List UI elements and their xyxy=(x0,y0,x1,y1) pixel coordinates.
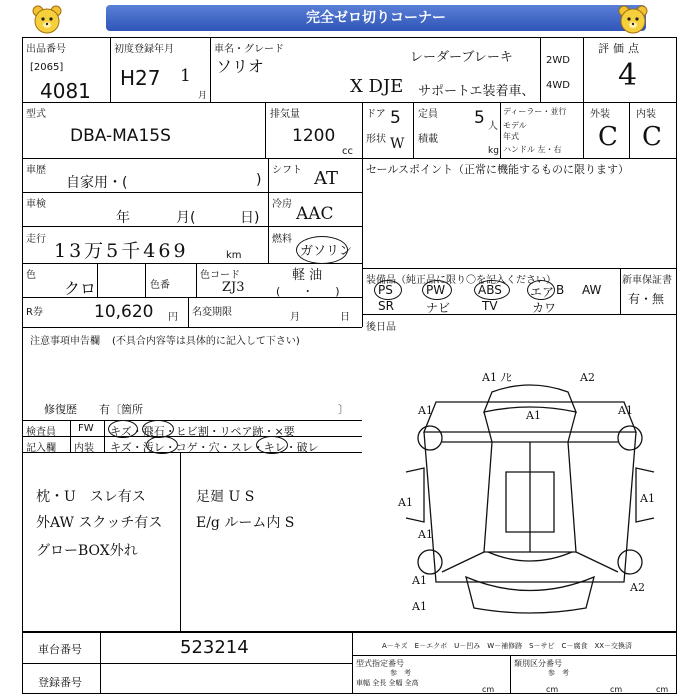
dealer-l1: ディーラー・並行 xyxy=(503,107,567,116)
displacement-label: 排気量 xyxy=(270,109,300,120)
shape-value: W xyxy=(390,136,405,152)
diagram-label-5: A1 xyxy=(618,404,633,417)
fuel-diesel: 軽 油 xyxy=(292,268,323,283)
inspector-fw: FW xyxy=(78,423,94,434)
transfer-day: 日 xyxy=(340,312,350,323)
load-label: 積載 xyxy=(418,134,438,145)
diagram-label-1: A1 ﾉﾋ xyxy=(482,372,512,384)
ac-label: 冷房 xyxy=(272,199,292,210)
lot-sub: [2065] xyxy=(30,62,64,73)
color-code-label: 色番 xyxy=(150,280,170,291)
equip-navi: ナビ xyxy=(426,301,451,315)
fuel-gasoline: ガソリン xyxy=(300,244,353,259)
int-sure-circle-icon xyxy=(256,436,288,454)
transfer-month: 月 xyxy=(290,312,300,323)
doors-label: ドア xyxy=(366,109,386,120)
first-reg-month: 1 xyxy=(180,66,191,86)
history-value: 自家用・( xyxy=(66,175,128,191)
diagram-label-2: A2 xyxy=(580,372,595,384)
rear-seat-label: 後日品 xyxy=(366,322,396,333)
header-bar xyxy=(106,5,646,31)
equip-b: B xyxy=(556,283,565,297)
car-label: 車名・グレード xyxy=(214,44,284,55)
warranty-label: 新車保証書 xyxy=(622,275,672,286)
color-label: 色 xyxy=(26,270,36,281)
drive-4wd: 4WD xyxy=(546,80,570,91)
ext-grade: C xyxy=(598,122,618,152)
inspector-label-1: 検査員 xyxy=(26,427,56,438)
lot-label: 出品番号 xyxy=(26,44,66,55)
equip-ps: PS xyxy=(378,283,393,297)
first-reg-month-unit: 月 xyxy=(198,91,208,101)
diagram-label-10: A2 xyxy=(630,581,645,594)
inspection-day: 日) xyxy=(240,210,260,226)
equip-sr: SR xyxy=(378,299,394,313)
car-grade: X DJE xyxy=(350,76,404,97)
remark-1: 枕・U スレ有ス xyxy=(36,489,146,505)
color-code2: ZJ3 xyxy=(222,280,245,295)
equipment-label: 装備品（純正品に限り〇を記入ください） xyxy=(366,275,556,286)
car-note-b: サポートエ装着車、 xyxy=(418,84,535,99)
bear-mascot-right-icon xyxy=(616,3,650,37)
shape-label: 形状 xyxy=(366,134,386,145)
header-title: 完全ゼロ切りコーナー xyxy=(306,10,446,26)
car-name: ソリオ xyxy=(216,57,264,76)
diagram-label-3: A1 xyxy=(418,404,433,417)
bear-mascot-left-icon xyxy=(30,3,64,37)
inspector-label-2: 記入欄 xyxy=(26,443,56,454)
bottom-ref-1: 参 考 xyxy=(390,669,411,677)
diagram-label-4: A1 xyxy=(526,409,541,422)
equip-aw: AW xyxy=(582,283,602,297)
equip-aircon: エア xyxy=(530,285,555,299)
capacity-label: 定員 xyxy=(418,109,438,120)
chassis-label: 車台番号 xyxy=(38,643,82,656)
int-grade: C xyxy=(642,122,662,152)
inspector-int-items: キズ・汚レ・コゲ・穴・スレ・キレ・破レ xyxy=(110,441,319,454)
score-value: 4 xyxy=(618,58,638,93)
displacement-unit: cc xyxy=(342,146,353,157)
model-value: DBA-MA15S xyxy=(70,126,171,146)
car-note-a: レーダーブレーキ xyxy=(410,50,513,65)
remark-3: グローBOX外れ xyxy=(36,543,138,559)
first-reg-year: H27 xyxy=(120,66,161,90)
bottom-type-label: 型式指定番号 xyxy=(356,659,404,668)
diagram-label-6: A1 xyxy=(398,496,413,509)
capacity-value: 5 xyxy=(474,108,485,128)
sales-label: セールスポイント（正常に機能するものに限ります） xyxy=(366,163,630,176)
equip-tv: TV xyxy=(482,299,498,313)
int-label: 内装 xyxy=(636,109,656,120)
diagram-label-8: A1 xyxy=(418,528,433,541)
fuel-paren: ( ・ ) xyxy=(276,285,340,298)
equip-pw-circle-icon xyxy=(422,280,452,300)
shift-label: シフト xyxy=(272,165,302,176)
remark-right-2: E/g ルーム内 S xyxy=(196,515,295,531)
diagram-label-9: A1 xyxy=(412,574,427,587)
recycle-unit: 円 xyxy=(168,312,178,323)
mileage-label: 走行 xyxy=(26,234,46,245)
int-yogore-circle-icon xyxy=(146,436,178,454)
history-close: ) xyxy=(256,172,262,188)
mileage-unit: km xyxy=(226,250,242,261)
shift-value: AT xyxy=(314,168,339,189)
chassis-value: 523214 xyxy=(180,637,249,658)
inspector-fw-items: キズ・飛石・ヒビ割・リペア跡・×要 xyxy=(110,425,295,438)
color-value: クロ xyxy=(64,279,97,298)
drive-2wd: 2WD xyxy=(546,55,570,66)
equip-aircon-circle-icon xyxy=(527,280,555,300)
transfer-label: 名変期限 xyxy=(192,307,232,318)
bottom-cm-2: cm xyxy=(546,685,559,694)
lot-number: 4081 xyxy=(40,79,91,103)
mileage-value: 13万5千469 xyxy=(54,240,189,262)
bottom-dims: 車幅 全長 全幅 全高 xyxy=(356,679,419,687)
equip-abs: ABS xyxy=(478,283,502,297)
bottom-cm-4: cm xyxy=(656,685,669,694)
recycle-label: R券 xyxy=(26,307,43,318)
dealer-l2: モデル xyxy=(503,121,527,130)
remark-2: 外AW スクッチ有ス xyxy=(36,515,163,531)
bottom-cm-3: cm xyxy=(610,685,623,694)
history-label: 車歴 xyxy=(26,165,46,176)
equip-abs-circle-icon xyxy=(474,280,510,300)
notes-label: 注意事項申告欄 xyxy=(30,336,100,347)
inspection-year: 年 xyxy=(116,210,130,226)
warranty-value: 有・無 xyxy=(628,292,665,306)
load-unit: kg xyxy=(488,146,499,156)
repair-history: 修復歴 有〔箇所 xyxy=(44,403,143,416)
car-damage-diagram xyxy=(396,372,664,622)
equip-leather: カワ xyxy=(532,301,557,315)
diagram-label-7: A1 xyxy=(640,492,655,505)
fw-kizu-circle-icon xyxy=(108,420,138,438)
inspector-int: 内装 xyxy=(74,443,94,454)
fuel-gasoline-circle-icon xyxy=(296,236,348,264)
notes-sub: (不具合内容等は具体的に記入して下さい) xyxy=(112,336,300,347)
equip-ps-circle-icon xyxy=(374,280,402,300)
bottom-ref-2: 参 考 xyxy=(548,669,569,677)
recycle-amount: 10,620 xyxy=(94,302,154,322)
capacity-unit: 人 xyxy=(488,121,498,132)
inspection-label: 車検 xyxy=(26,199,46,210)
repair-history-close: 〕 xyxy=(338,403,349,416)
diagram-legend: A－キズ E－エクボ U－凹み W－補修跡 S－サビ C－腐食 XX－交換済 xyxy=(382,642,633,650)
registration-label: 登録番号 xyxy=(38,676,82,689)
fuel-label: 燃料 xyxy=(272,234,292,245)
score-label: 評価点 xyxy=(598,42,643,55)
doors-value: 5 xyxy=(390,108,401,128)
inspection-month: 月( xyxy=(176,210,196,226)
equip-pw: PW xyxy=(426,283,446,297)
diagram-label-11: A1 xyxy=(412,600,427,613)
displacement-value: 1200 xyxy=(292,126,336,146)
ext-label: 外装 xyxy=(590,109,610,120)
bottom-class-label: 類別区分番号 xyxy=(514,659,562,668)
first-reg-label: 初度登録年月 xyxy=(114,44,174,55)
remark-right-1: 足廻 U S xyxy=(196,489,255,505)
bottom-cm-1: cm xyxy=(482,685,495,694)
model-label: 型式 xyxy=(26,109,46,120)
color-code2-label: 色コード xyxy=(200,270,240,281)
dealer-l3: 年式 xyxy=(503,132,519,141)
dealer-l4: ハンドル 左・右 xyxy=(503,145,562,154)
ac-value: AAC xyxy=(296,204,334,224)
